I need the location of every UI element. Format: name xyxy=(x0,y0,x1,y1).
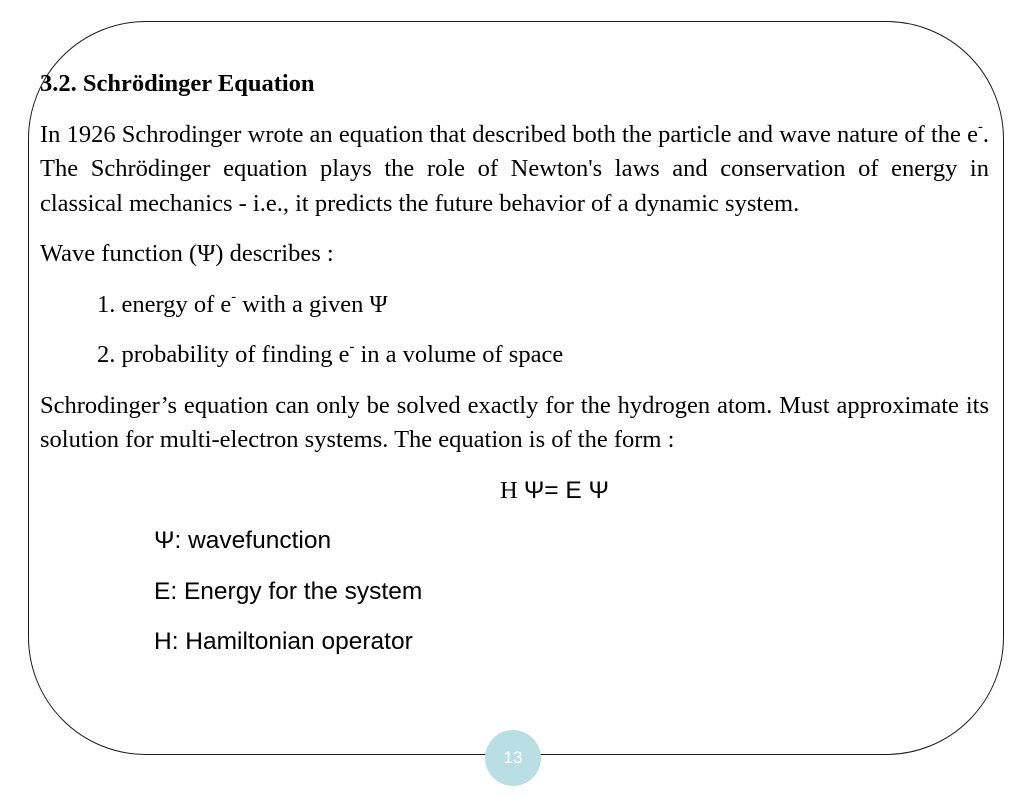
slide-content xyxy=(40,67,989,676)
definition-psi: Ψ: wavefunction xyxy=(154,527,332,554)
electron-superscript: - xyxy=(977,118,983,135)
electron-superscript: - xyxy=(349,338,355,355)
list-item-text: with a given Ψ xyxy=(236,290,388,318)
intro-text-2: . The Schrödinger equation plays the role of Newton's laws and conservation of energy in classical mechanics - i.e., it predicts the future behavior of a dynamic system. xyxy=(40,120,989,217)
intro-paragraph xyxy=(40,118,989,222)
list-item-text: in a volume of space xyxy=(354,341,564,368)
list-item-text: 1. energy of e xyxy=(97,290,232,318)
electron-superscript: - xyxy=(231,288,237,305)
intro-text-1: In 1926 Schrodinger wrote an equation that described both the particle and wave nature of the e xyxy=(40,120,978,148)
page-number-badge: 13 xyxy=(485,730,541,786)
definition-hamiltonian: H: Hamiltonian operator xyxy=(154,628,413,655)
list-item-text: 2. probability of finding e xyxy=(97,341,350,368)
definition-energy: E: Energy for the system xyxy=(154,577,423,605)
section-heading: 3.2. Schrödinger Equation xyxy=(40,70,315,97)
list-item xyxy=(97,288,989,323)
wave-function-intro: Wave function (Ψ) describes : xyxy=(40,240,334,267)
list-item xyxy=(97,338,989,373)
equation-rest: Ψ= E Ψ xyxy=(523,476,610,504)
schrodinger-equation xyxy=(40,474,989,509)
solution-paragraph: Schrodinger’s equation can only be solved exactly for the hydrogen atom. Must approximate its solution for multi-electron systems. The equation is of the form : xyxy=(40,391,989,453)
equation-h: H xyxy=(499,476,524,504)
